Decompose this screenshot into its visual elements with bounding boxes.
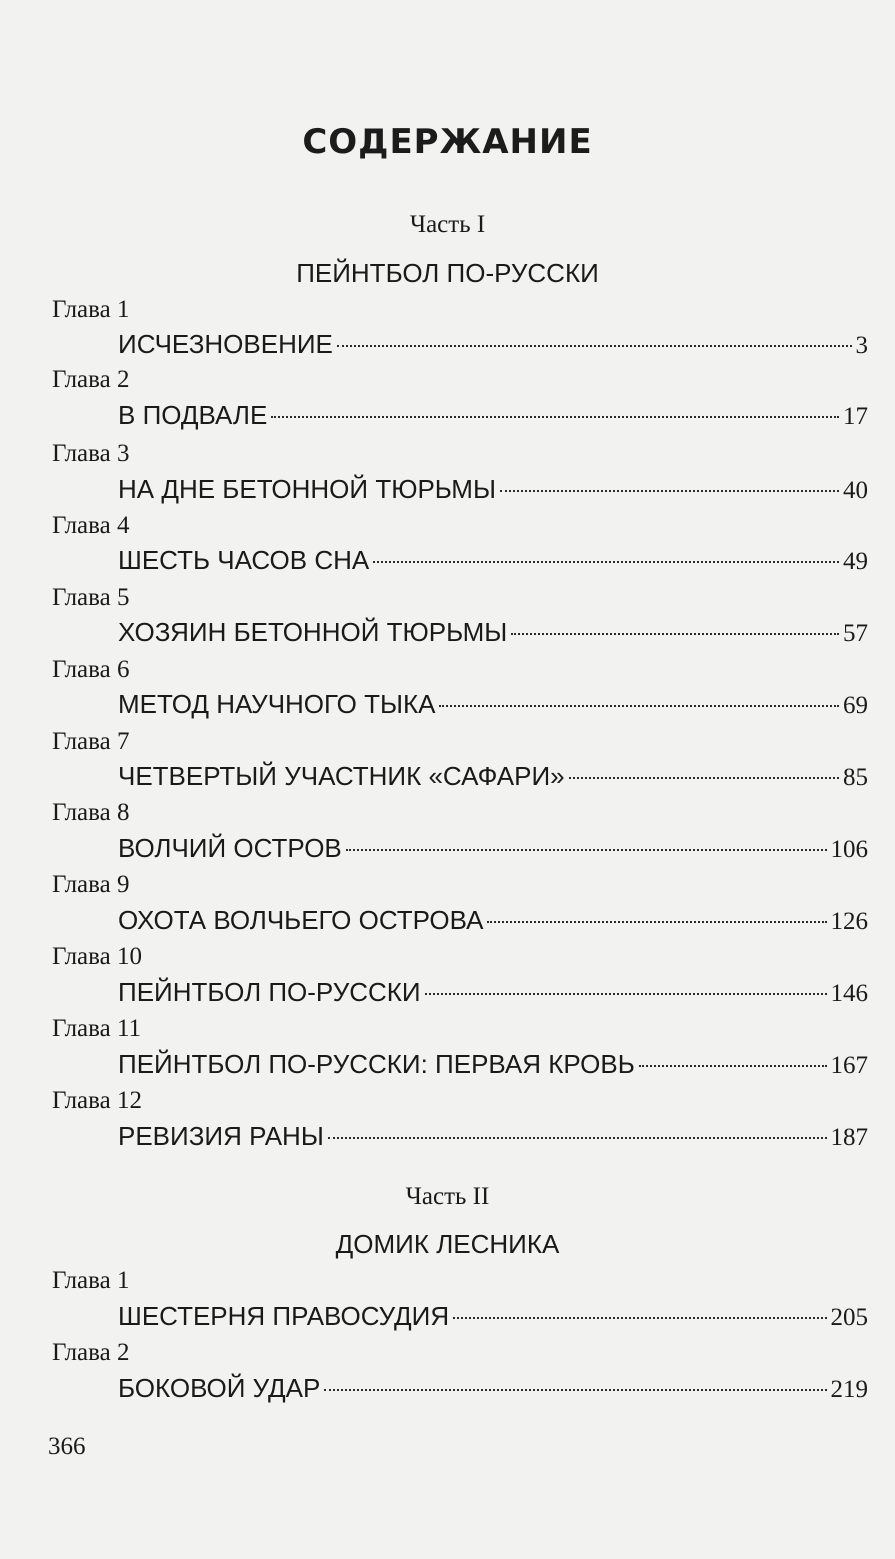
- chapter-label: Глава 3: [52, 440, 130, 467]
- toc-entry[interactable]: [118, 833, 868, 864]
- chapter-title: НА ДНЕ БЕТОННОЙ ТЮРЬМЫ: [118, 474, 496, 504]
- page-number: 167: [830, 1052, 868, 1079]
- chapter-title: ИСЧЕЗНОВЕНИЕ: [118, 329, 333, 359]
- toc-entry[interactable]: [118, 617, 868, 648]
- chapter-title: В ПОДВАЛЕ: [118, 400, 268, 430]
- chapter-label: Глава 4: [52, 512, 130, 539]
- page-number: 219: [830, 1376, 868, 1403]
- page-number: 57: [843, 620, 868, 647]
- toc-entry[interactable]: [118, 689, 868, 720]
- toc-entry[interactable]: [118, 474, 868, 505]
- toc-entry[interactable]: [118, 761, 868, 792]
- chapter-title: ШЕСТЬ ЧАСОВ СНА: [118, 545, 370, 575]
- toc-entry[interactable]: [118, 400, 868, 431]
- chapter-title: ПЕЙНТБОЛ ПО-РУССКИ: [118, 977, 421, 1007]
- page-number: 40: [843, 477, 868, 504]
- dot-leader: [324, 1389, 826, 1391]
- toc-entry[interactable]: [118, 1121, 868, 1152]
- chapter-label: Глава 7: [52, 728, 130, 755]
- page-number: 106: [830, 836, 868, 863]
- page-title: СОДЕРЖАНИЕ: [302, 122, 593, 162]
- page-number: 49: [843, 548, 868, 575]
- chapter-title: ЧЕТВЕРТЫЙ УЧАСТНИК «САФАРИ»: [118, 761, 565, 791]
- dot-leader: [500, 490, 839, 492]
- dot-leader: [569, 777, 839, 779]
- chapter-label: Глава 12: [52, 1087, 142, 1114]
- toc-entry[interactable]: [118, 905, 868, 936]
- dot-leader: [373, 561, 839, 563]
- toc-entry[interactable]: [118, 977, 868, 1008]
- part-label: Часть I: [409, 211, 486, 238]
- dot-leader: [639, 1065, 827, 1067]
- chapter-title: ШЕСТЕРНЯ ПРАВОСУДИЯ: [118, 1301, 450, 1331]
- chapter-title: ОХОТА ВОЛЧЬЕГО ОСТРОВА: [118, 905, 484, 935]
- page-number: 69: [843, 692, 868, 719]
- chapter-label: Глава 11: [52, 1015, 142, 1042]
- dot-leader: [271, 416, 839, 418]
- chapter-label: Глава 1: [52, 296, 130, 323]
- chapter-label: Глава 10: [52, 943, 142, 970]
- part-title: ПЕЙНТБОЛ ПО-РУССКИ: [296, 258, 599, 288]
- chapter-title: ХОЗЯИН БЕТОННОЙ ТЮРЬМЫ: [118, 617, 508, 647]
- dot-leader: [453, 1317, 826, 1319]
- page-number: 17: [843, 403, 868, 430]
- dot-leader: [425, 993, 827, 995]
- toc-entry[interactable]: [118, 1049, 868, 1080]
- dot-leader: [439, 705, 839, 707]
- part-label: Часть II: [405, 1183, 490, 1210]
- toc-entry[interactable]: [118, 545, 868, 576]
- toc-entry[interactable]: [118, 1373, 868, 1404]
- dot-leader: [511, 633, 839, 635]
- chapter-title: РЕВИЗИЯ РАНЫ: [118, 1121, 324, 1151]
- chapter-label: Глава 5: [52, 584, 130, 611]
- chapter-title: МЕТОД НАУЧНОГО ТЫКА: [118, 689, 436, 719]
- chapter-label: Глава 6: [52, 656, 130, 683]
- page-number: 126: [830, 908, 868, 935]
- page-folio: 366: [48, 1433, 86, 1460]
- dot-leader: [328, 1137, 827, 1139]
- toc-entry[interactable]: [118, 1301, 868, 1332]
- page-number: 146: [830, 980, 868, 1007]
- dot-leader: [487, 921, 826, 923]
- chapter-label: Глава 9: [52, 871, 130, 898]
- chapter-title: ПЕЙНТБОЛ ПО-РУССКИ: ПЕРВАЯ КРОВЬ: [118, 1049, 635, 1079]
- part-title: ДОМИК ЛЕСНИКА: [335, 1229, 560, 1259]
- dot-leader: [337, 345, 852, 347]
- page-number: 187: [830, 1124, 868, 1151]
- page-number: 85: [843, 764, 868, 791]
- chapter-title: ВОЛЧИЙ ОСТРОВ: [118, 833, 342, 863]
- chapter-title: БОКОВОЙ УДАР: [118, 1373, 321, 1403]
- page-number: 205: [830, 1304, 868, 1331]
- dot-leader: [346, 849, 827, 851]
- toc-entry[interactable]: [118, 329, 868, 360]
- chapter-label: Глава 8: [52, 799, 130, 826]
- chapter-label: Глава 2: [52, 1339, 130, 1366]
- page-number: 3: [855, 332, 868, 359]
- chapter-label: Глава 2: [52, 366, 130, 393]
- chapter-label: Глава 1: [52, 1267, 130, 1294]
